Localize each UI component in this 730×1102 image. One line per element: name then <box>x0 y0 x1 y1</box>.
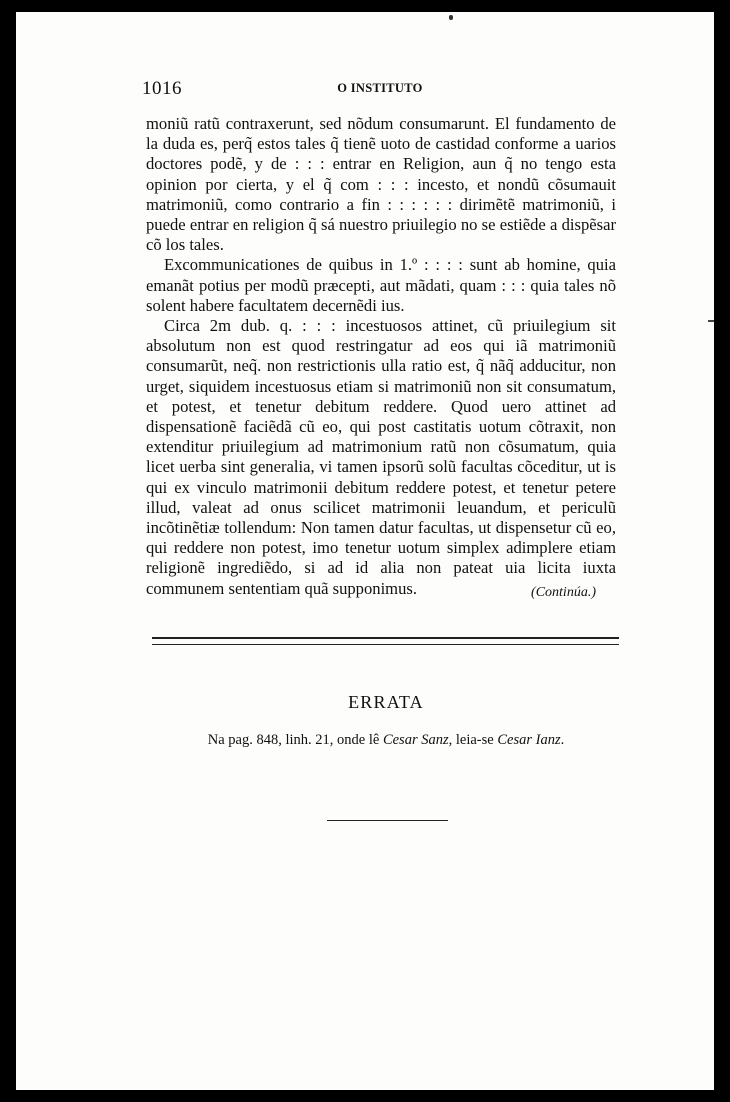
errata-middle: , leia-se <box>448 732 498 748</box>
errata-line <box>136 732 636 749</box>
document-page <box>16 12 714 1090</box>
errata-wrong: Cesar Sanz <box>382 732 449 748</box>
double-rule-divider <box>152 637 619 645</box>
errata-correct: Cesar Ianz <box>497 732 561 748</box>
body-text <box>146 114 616 599</box>
running-title: O INSTITUTO <box>337 81 423 95</box>
paragraph-2: Excommunicationes de quibus in 1.º : : : : sunt ab homine, quia emanãt potius per modũ præcepti, aut mãdati, quam : : : quia tales nõ solent habere facultatem decernẽdi ius. <box>146 255 616 315</box>
paragraph-3: Circa 2m dub. q. : : : incestuosos attinet, cũ priuilegium sit absolutum non est quod restringatur ad eos qui iã matrimoniũ consumarũt, neq̃. non restrictionis ulla ratio est, q̃ nãq̃ adducitur, non urget, siquidem incestuosus etiam si matrimoniũ non sit consumatum, et potest, et tenetur debitum reddere. Quod uero attinet ad dispensationẽ faciẽdã cũ eo, qui post castitatis uotum cõtraxit, non extenditur priuilegium ad matrimonium ratũ non cõsumatum, quia licet uerba sint generalia, vi tamen ipsorũ solũ facultas cõceditur, ut is qui ex vinculo matrimonii debitum reddere potest, et tenetur petere illud, valeat ad onus scilicet matrimonii leuandum, et periculũ incõtinẽtiæ tollendum: Non tamen datur facultas, ut dispensetur cũ eo, qui reddere non potest, imo tenetur uotum simplex adimplere etiam religionẽ ingrediẽdo, si ad id alia non pateat uia licita iuxta communem sententiam quã supponimus. <box>146 316 616 598</box>
errata-heading: ERRATA <box>348 692 424 712</box>
errata-suffix: . <box>560 732 565 748</box>
ink-dot <box>449 15 453 20</box>
short-rule-divider <box>327 820 448 821</box>
paragraph-1: moniũ ratũ contraxerunt, sed nõdum consumarunt. El fundamento de la duda es, perq̃ estos tales q̃ tienẽ uoto de castidad conforme a uarios doctores podẽ, y de : : : entrar en Religion, aun q̃ no tengo esta opinion por cierta, y el q̃ com : : : incesto, et nondũ cõsumauit matrimoniũ, como contrario a fin : : : : : : dirimẽtẽ matrimoniũ, i puede entrar en religion q̃ sá nuestro priuilegio no se estiẽde a dispẽsar cõ los tales. <box>146 114 616 255</box>
errata-prefix: Na pag. 848, linh. 21, onde lê <box>207 732 383 748</box>
running-head <box>142 78 618 102</box>
margin-mark <box>708 320 714 322</box>
continuation-note: (Continúa.) <box>531 585 596 600</box>
page-number: 1016 <box>142 78 182 99</box>
